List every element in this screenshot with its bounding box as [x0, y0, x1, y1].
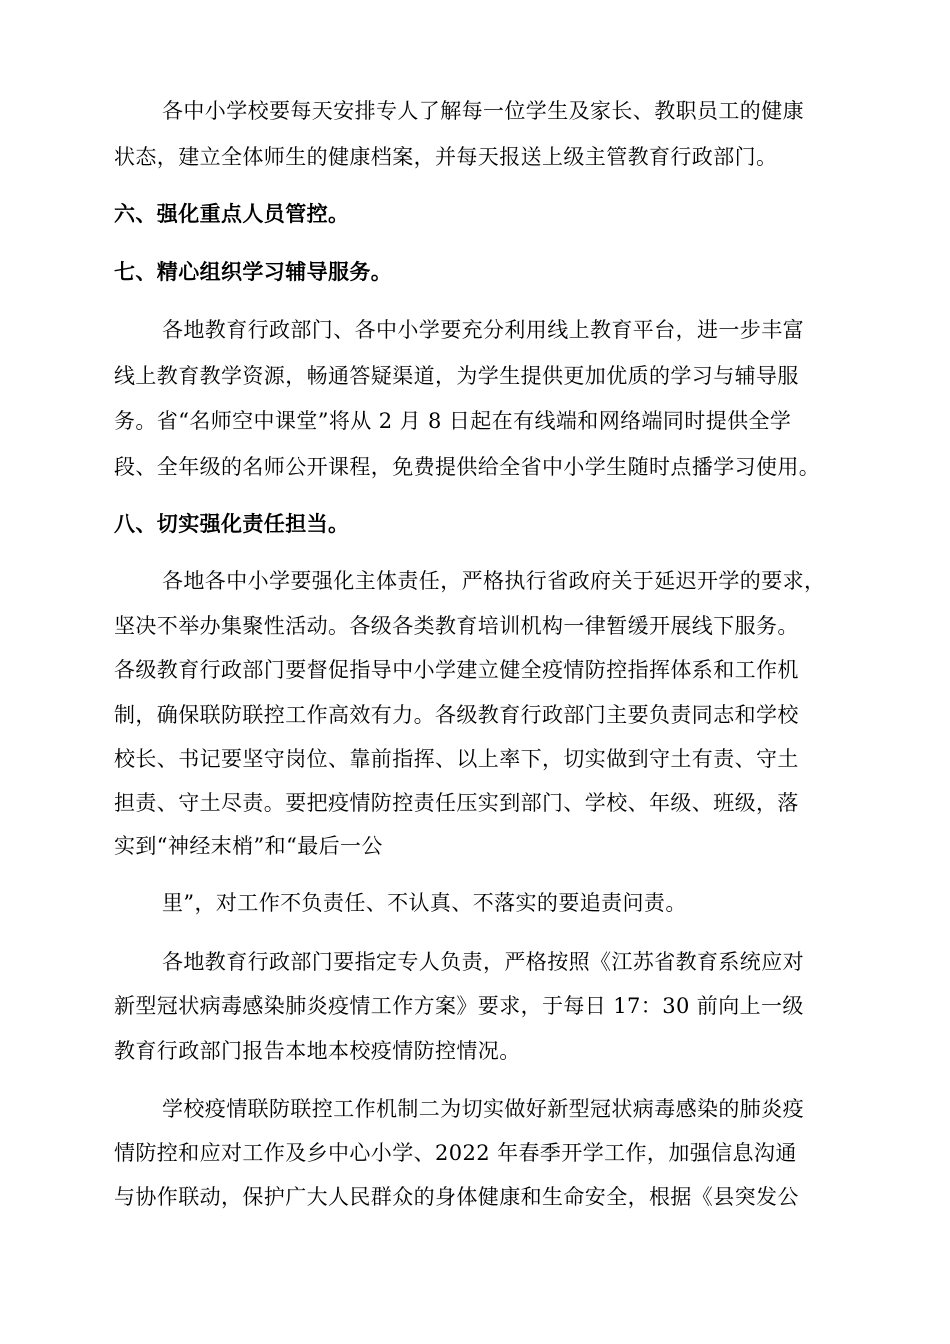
section-heading-7: 七、精心组织学习辅导服务。: [114, 260, 393, 284]
paragraph-line: 坚决不举办集聚性活动。各级各类教育培训机构一律暂缓开展线下服务。: [114, 614, 799, 638]
paragraph-line: 新型冠状病毒感染肺炎疫情工作方案》要求，于每日 17：30 前向上一级: [114, 994, 804, 1018]
paragraph-line: 务。省“名师空中课堂”将从 2 月 8 日起在有线端和网络端同时提供全学: [114, 409, 792, 433]
paragraph-line: 校长、书记要坚守岗位、靠前指挥、以上率下，切实做到守土有责、守土: [114, 747, 799, 771]
paragraph-line: 学校疫情联防联控工作机制二为切实做好新型冠状病毒感染的肺炎疫: [162, 1097, 804, 1121]
paragraph-line: 与协作联动，保护广大人民群众的身体健康和生命安全，根据《县突发公: [114, 1185, 799, 1209]
paragraph-line: 段、全年级的名师公开课程，免费提供给全省中小学生随时点播学习使用。: [114, 455, 821, 479]
paragraph-line: 各地各中小学要强化主体责任，严格执行省政府关于延迟开学的要求，: [162, 569, 826, 593]
paragraph-line: 里”，对工作不负责任、不认真、不落实的要追责问责。: [162, 891, 687, 915]
section-heading-8: 八、切实强化责任担当。: [114, 512, 350, 536]
paragraph-line: 担责、守土尽责。要把疫情防控责任压实到部门、学校、年级、班级，落: [114, 791, 799, 815]
paragraph-line: 各级教育行政部门要督促指导中小学建立健全疫情防控指挥体系和工作机: [114, 658, 799, 682]
paragraph-line: 线上教育教学资源，畅通答疑渠道，为学生提供更加优质的学习与辅导服: [114, 364, 799, 388]
paragraph-line: 各中小学校要每天安排专人了解每一位学生及家长、教职员工的健康: [162, 99, 804, 123]
paragraph-line: 实到“神经末梢”和“最后一公: [114, 834, 383, 858]
section-heading-6: 六、强化重点人员管控。: [114, 202, 350, 226]
paragraph-line: 各地教育行政部门、各中小学要充分利用线上教育平台，进一步丰富: [162, 318, 804, 342]
paragraph-line: 教育行政部门报告本地本校疫情防控情况。: [114, 1039, 521, 1063]
paragraph-line: 各地教育行政部门要指定专人负责，严格按照《江苏省教育系统应对: [162, 950, 804, 974]
paragraph-line: 状态，建立全体师生的健康档案，并每天报送上级主管教育行政部门。: [114, 145, 778, 169]
paragraph-line: 情防控和应对工作及乡中心小学、2022 年春季开学工作，加强信息沟通: [114, 1141, 797, 1165]
paragraph-line: 制，确保联防联控工作高效有力。各级教育行政部门主要负责同志和学校: [114, 703, 799, 727]
